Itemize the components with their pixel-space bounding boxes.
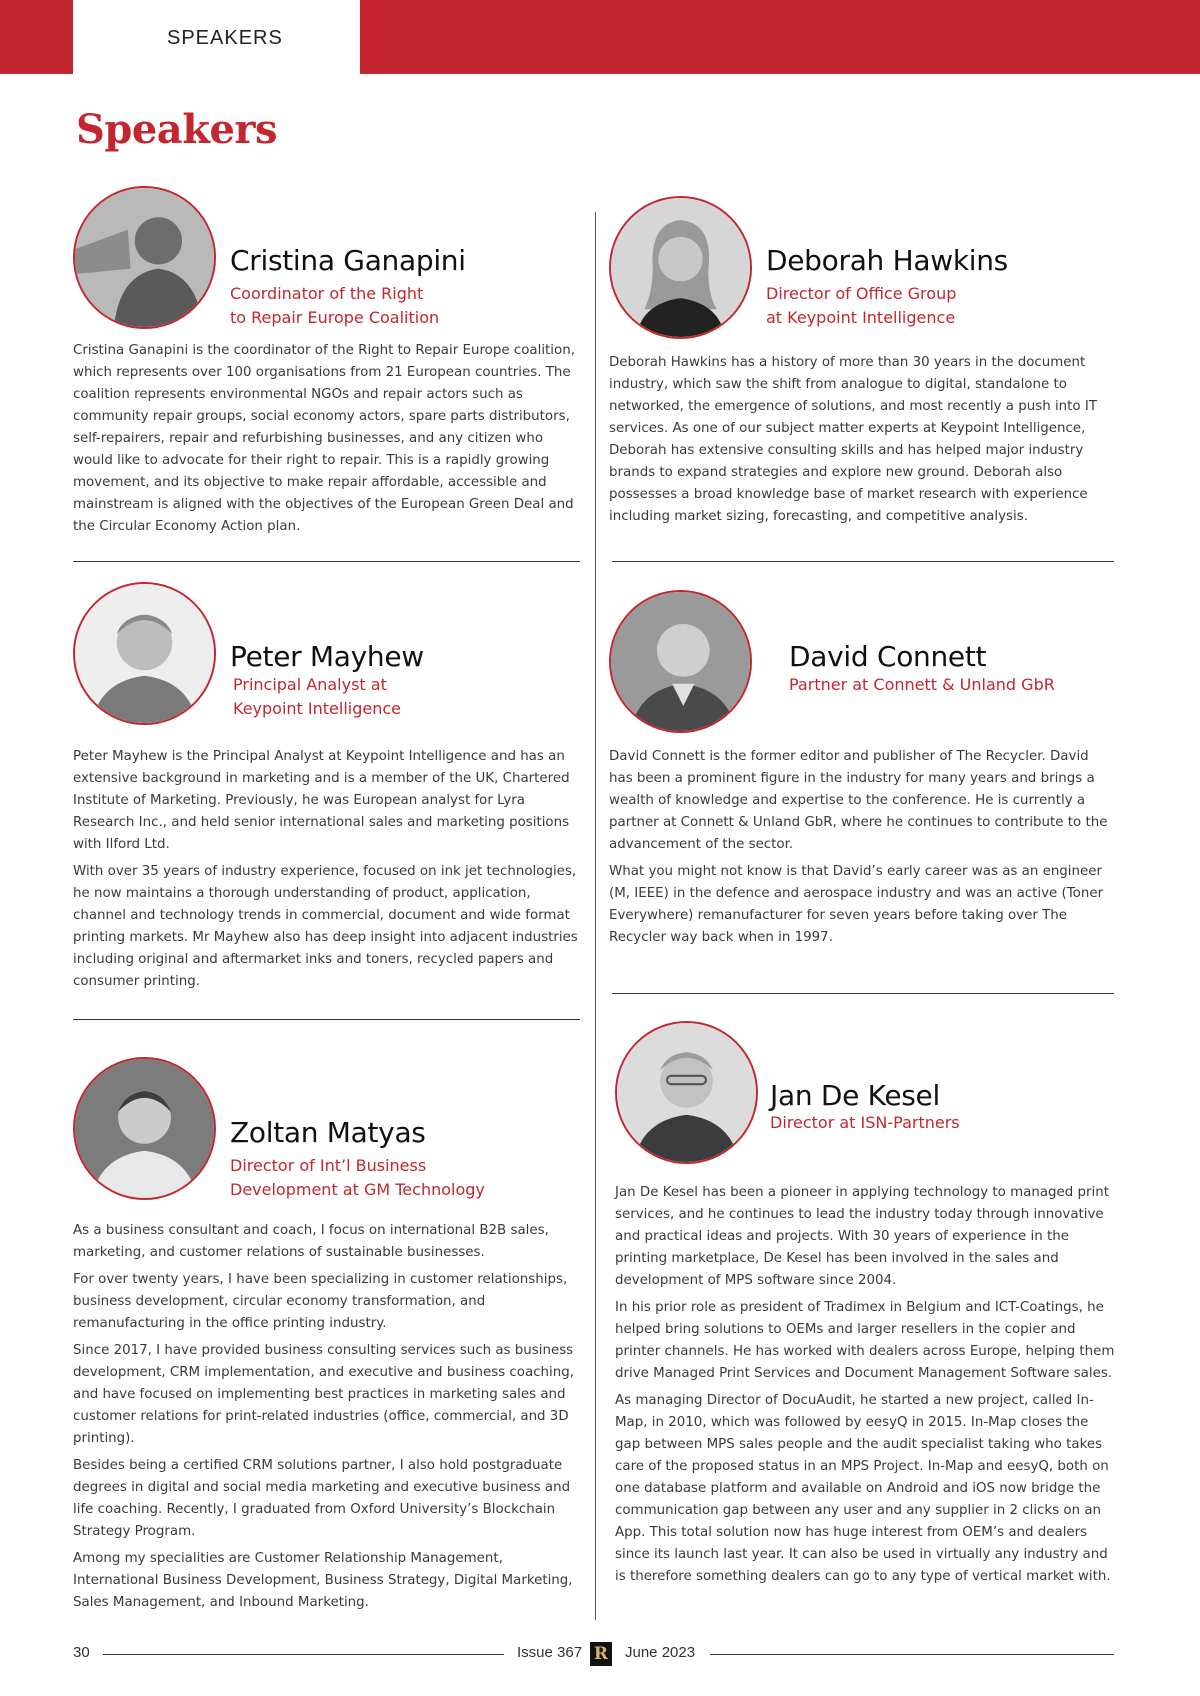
speaker-photo [73,1057,216,1200]
speaker-name: Peter Mayhew [230,640,424,673]
speaker-bio: As a business consultant and coach, I focus on international B2B sales, marketing, and customer relations of sustainable businesses. For over twenty years, I have been specializing in customer relationships, business development, circular economy transformation, and remanufacturing in the office printing industry. Since 2017, I have provided business consulting services such as business development, CRM implementation, and executive and business coaching, and have focused on implementing best practices in marketing sales and customer relations for print-related industries (office, commercial, and 3D printing). Besides being a certified CRM solutions partner, I also hold postgraduate degrees in digital and social media marketing and executive business and life coaching. Recently, I graduated from Oxford University’s Blockchain Strategy Program. Among my specialities are Customer Relationship Management, International Business Development, Business Strategy, Digital Marketing, Sales Management, and Inbound Marketing. [73,1223,575,1610]
person-silhouette-icon [75,1059,214,1198]
person-silhouette-icon [611,592,750,731]
divider [612,993,1114,994]
speaker-bio: Deborah Hawkins has a history of more than 30 years in the document industry, which saw the shift from analogue to digital, standalone to networked, the emergence of solutions, and most recently a push into IT services. As one of our subject matter experts at Keypoint Intelligence, Deborah has extensive consulting skills and has helped major industry brands to expand strategies and explore new ground. Deborah also possesses a broad knowledge base of market research with experience including market sizing, forecasting, and competitive analysis. [609,355,1097,524]
speaker-role: Coordinator of the Right to Repair Europe Coalition [230,284,440,327]
person-silhouette-icon [75,584,214,723]
speaker-bio: Cristina Ganapini is the coordinator of the Right to Repair Europe coalition, which represents over 100 organisations from 21 European countries. The coalition represents environmental NGOs and repair actors such as community repair groups, social economy actors, spare parts distributors, self-repairers, repair and refurbishing businesses, and any citizen who would like to advocate for their right to repair. This is a rapidly growing movement, and its objective to make repair affordable, accessible and mainstream is aligned with the objectives of the European Green Deal and the Circular Economy Action plan. [73,343,575,534]
column-divider [595,212,596,1620]
speaker-role: Director of Office Group at Keypoint Intelligence [766,284,957,327]
divider [73,1019,580,1020]
page-title: Speakers [76,106,277,153]
speaker-photo [609,590,752,733]
speaker-role: Director at ISN-Partners [770,1113,960,1132]
divider [612,561,1114,562]
issue-date: June 2023 [625,1644,696,1661]
page-number: 30 [73,1644,90,1661]
footer-rule-right [710,1654,1114,1655]
person-silhouette-icon [611,198,750,337]
speaker-bio: Jan De Kesel has been a pioneer in applying technology to managed print services, and he continues to lead the industry today through innovative and practical ideas and projects. With 30 years of experience in the printing marketplace, De Kesel has been involved in the sales and development of MPS software since 2004. In his prior role as president of Tradimex in Belgium and ICT-Coatings, he helped bring solutions to OEMs and larger resellers in the copier and printer channels. He has worked with dealers across Europe, helping them drive Managed Print Services and Document Management Software sales. As managing Director of DocuAudit, he started a new project, called In-Map, in 2010, which was followed by eesyQ in 2015. In-Map closes the gap between MPS sales people and the audit specialist taking who takes care of the proposed status in an MPS Project. In-Map and eesyQ, both on one database platform and available on Android and iOS now bridge the communication gap between any user and any supplier in 2 clicks on an App. This total solution now has huge interest from OEM’s and dealers since its launch last year. It can also be used in virtually any industry and is therefore something dealers can go to any type of vertical market with. [615,1185,1115,1584]
speaker-name: Deborah Hawkins [766,244,1008,277]
speaker-name: Zoltan Matyas [230,1116,426,1149]
section-label: SPEAKERS [73,0,360,74]
person-silhouette-icon [75,188,214,327]
speaker-photo [609,196,752,339]
speaker-role: Partner at Connett & Unland GbR [789,675,1055,694]
speaker-bio: Peter Mayhew is the Principal Analyst at Keypoint Intelligence and has an extensive background in marketing and is a member of the UK, Chartered Institute of Marketing. Previously, he was European analyst for Lyra Research Inc., and held senior international sales and marketing positions with Ilford Ltd. With over 35 years of industry experience, focused on ink jet technologies, he now maintains a thorough understanding of product, application, channel and technology trends in commercial, document and wide format printing markets. Mr Mayhew also has deep insight into adjacent industries including original and aftermarket inks and toners, recycled papers and consumer printing. [73,749,578,989]
speaker-photo [615,1021,758,1164]
speaker-bio: David Connett is the former editor and publisher of The Recycler. David has been a prominent figure in the industry for many years and brings a wealth of knowledge and expertise to the conference. He is currently a partner at Connett & Unland GbR, where he continues to contribute to the advancement of the sector. What you might not know is that David’s early career was as an engineer (M, IEEE) in the defence and aerospace industry and was an active (Toner Everywhere) remanufacturer for seven years before taking over The Recycler way back when in 1997. [609,749,1108,945]
speaker-photo [73,186,216,329]
footer-rule-left [103,1654,504,1655]
speaker-role: Principal Analyst at Keypoint Intelligence [233,675,401,718]
magazine-logo: R [590,1642,612,1666]
divider [73,561,580,562]
speaker-name: Cristina Ganapini [230,244,466,277]
speaker-name: David Connett [789,640,987,673]
speaker-name: Jan De Kesel [770,1079,940,1112]
speaker-role: Director of Int’l Business Development at GM Technology [230,1156,485,1199]
issue-number: Issue 367 [517,1644,583,1661]
person-silhouette-icon [617,1023,756,1162]
speaker-photo [73,582,216,725]
